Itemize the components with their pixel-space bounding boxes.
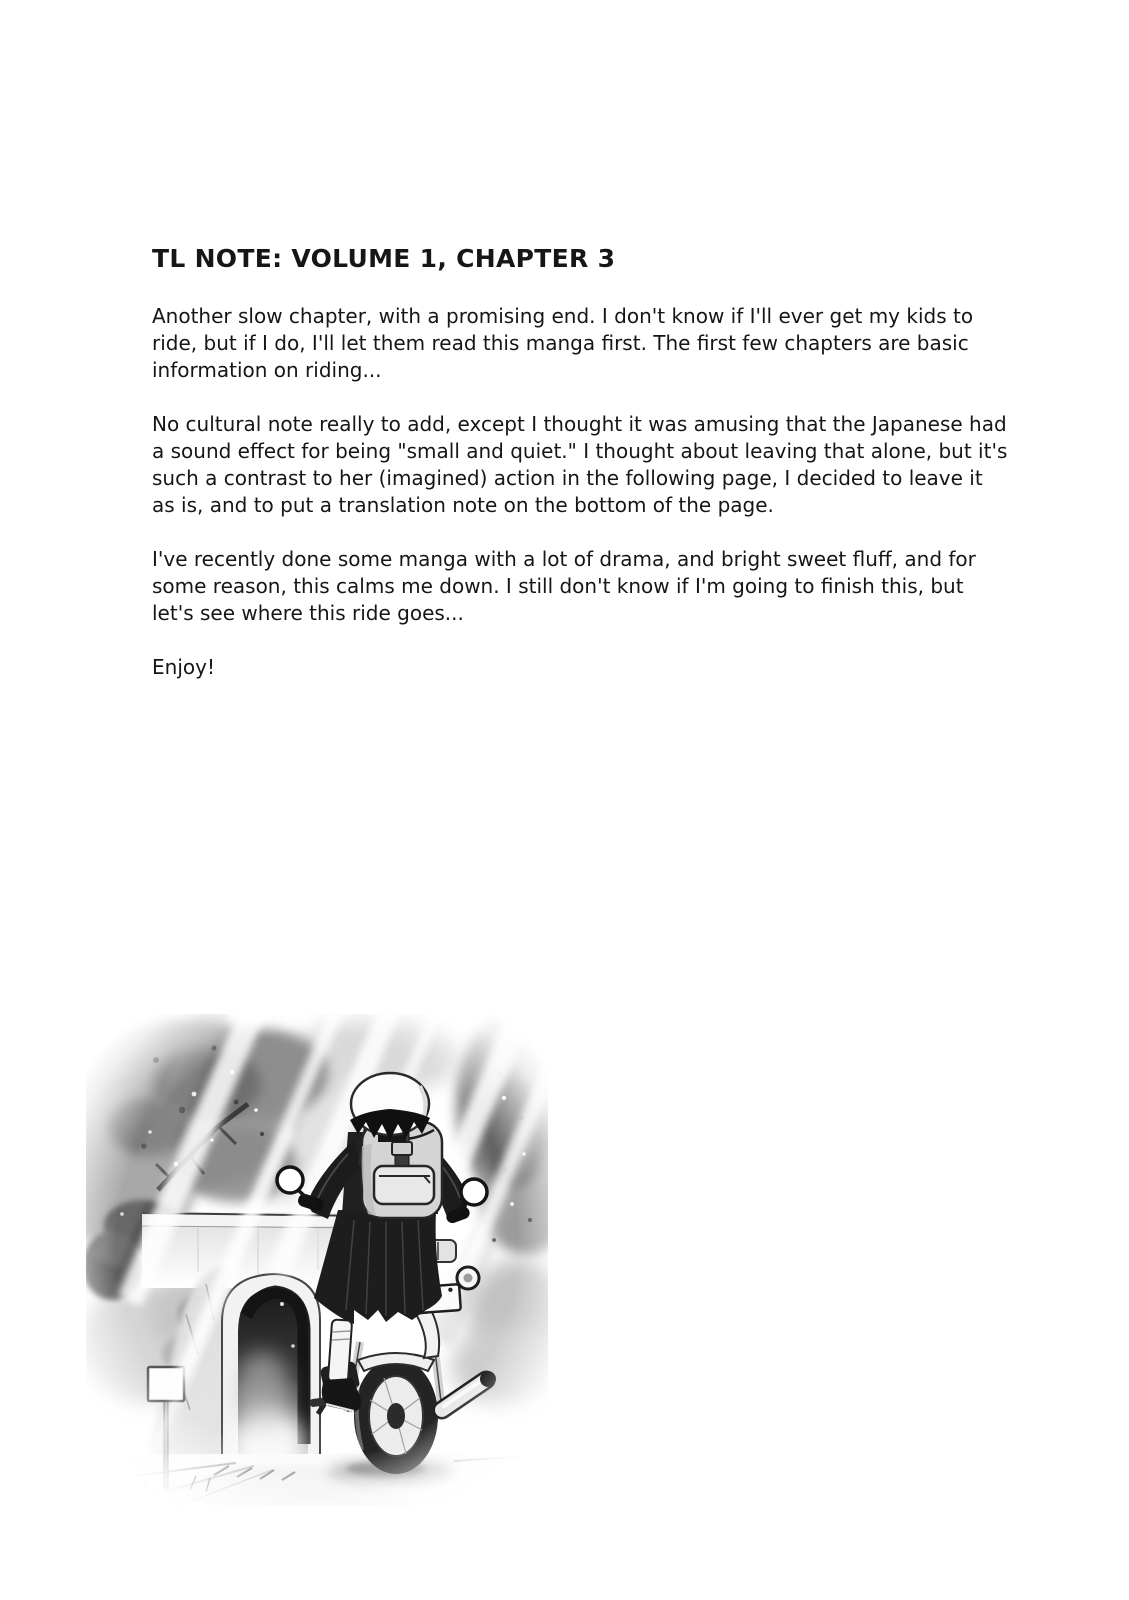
note-paragraph-3: I've recently done some manga with a lot of drama, and bright sweet fluff, and for some reason, this calms me down. I still don't know if I'm going to finish this, but let's see where this ride goes... [152,547,976,625]
manga-illustration-svg [86,1014,548,1506]
note-paragraph-2: No cultural note really to add, except I thought it was amusing that the Japanese had a sound effect for being "small and quiet." I thought about leaving that alone, but it's such a contrast to her (imagined) action in the following page, I decided to leave it as is, and to put a translation note on the bottom of the page. [152,412,1008,517]
vignette-overlay [86,1014,548,1506]
note-signoff: Enjoy! [152,655,215,679]
note-paragraph-1: Another slow chapter, with a promising end. I don't know if I'll ever get my kids to ride, but if I do, I'll let them read this manga first. The first few chapters are basic information on riding... [152,304,974,382]
translator-note [152,244,1010,681]
note-title: TL NOTE: VOLUME 1, CHAPTER 3 [152,244,616,273]
manga-illustration [86,1014,548,1506]
